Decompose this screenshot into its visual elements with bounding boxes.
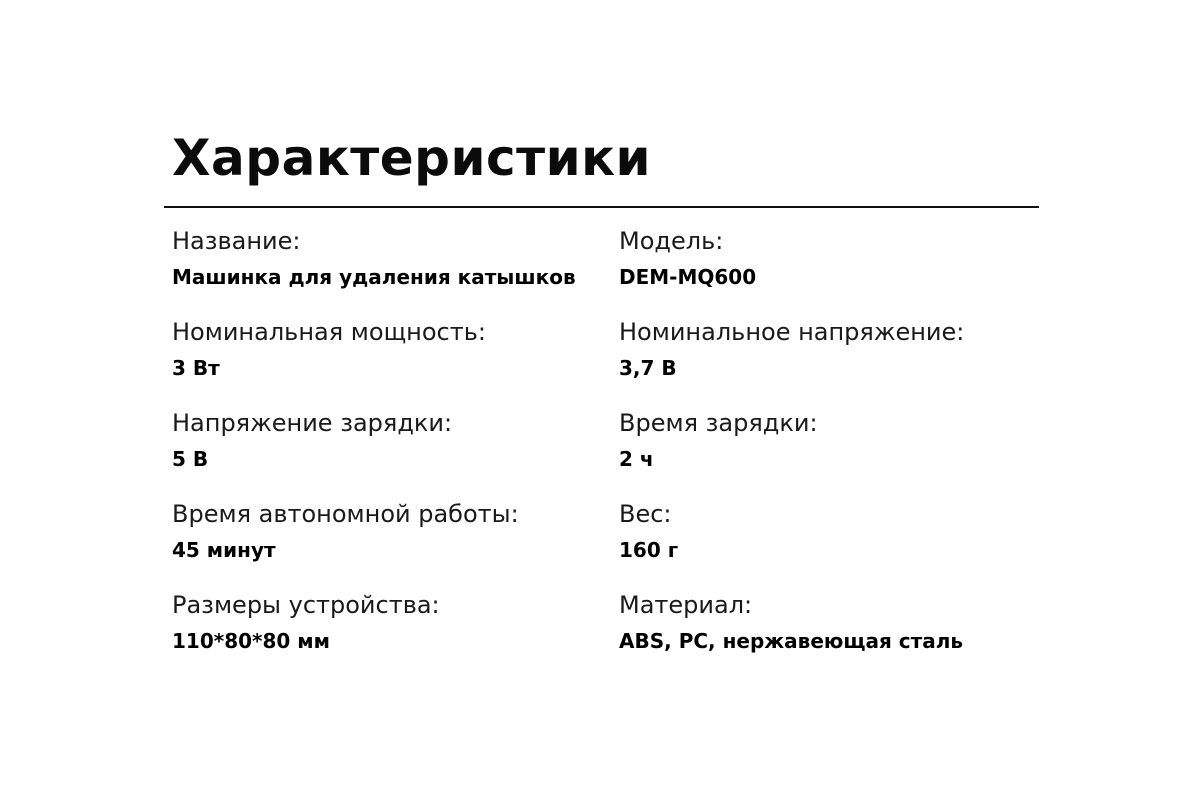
spec-value: 3,7 В [619,356,677,380]
spec-label: Номинальная мощность: [172,318,486,346]
spec-item-material [619,586,1022,677]
spec-value: DEM-MQ600 [619,265,757,289]
spec-value: 160 г [619,538,679,562]
spec-item-dimensions [172,586,619,677]
spec-label: Название: [172,227,301,255]
spec-item-charging-time [619,404,1022,495]
spec-value: 45 минут [172,538,276,562]
spec-label: Время автономной работы: [172,500,519,528]
spec-value: 110*80*80 мм [172,629,330,653]
title-divider [164,206,1039,208]
spec-label: Материал: [619,591,753,619]
spec-label: Вес: [619,500,672,528]
spec-label: Время зарядки: [619,409,818,437]
spec-value: 5 В [172,447,209,471]
spec-value: 2 ч [619,447,654,471]
spec-label: Напряжение зарядки: [172,409,453,437]
spec-label: Модель: [619,227,724,255]
spec-item-name [172,222,619,313]
spec-value: Машинка для удаления катышков [172,265,576,289]
page-title: Характеристики [172,129,652,187]
spec-item-rated-power [172,313,619,404]
spec-item-rated-voltage [619,313,1022,404]
spec-value: ABS, PC, нержавеющая сталь [619,629,963,653]
spec-item-battery-life [172,495,619,586]
spec-item-charging-voltage [172,404,619,495]
spec-label: Размеры устройства: [172,591,440,619]
spec-value: 3 Вт [172,356,220,380]
spec-item-model [619,222,1022,313]
spec-item-weight [619,495,1022,586]
spec-grid [172,222,1022,677]
spec-label: Номинальное напряжение: [619,318,965,346]
